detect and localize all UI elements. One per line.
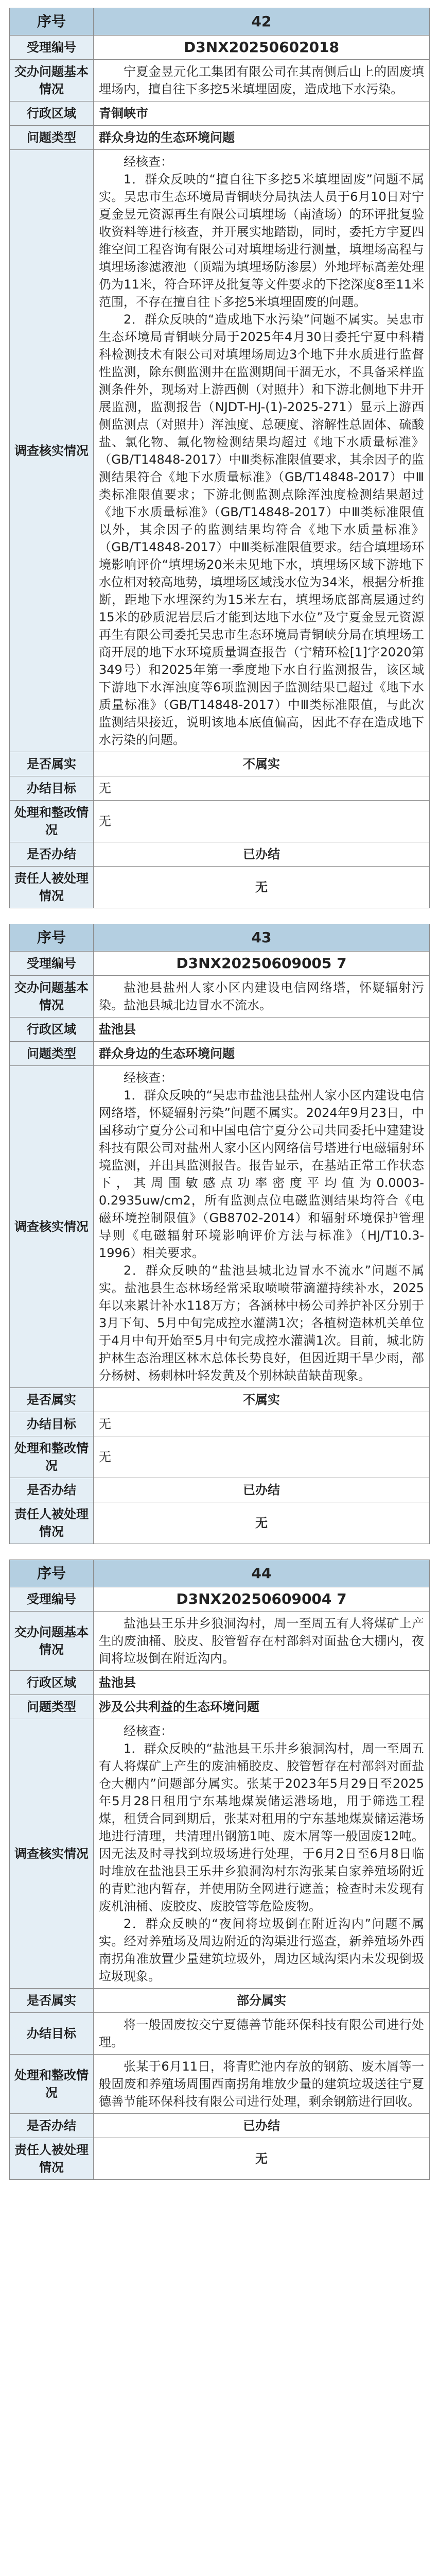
done-value: 已办结	[94, 2114, 430, 2138]
basic-label: 交办问题基本情况	[10, 1612, 94, 1671]
target-row	[10, 776, 430, 801]
code-value: D3NX20250609004 7	[94, 1587, 430, 1612]
handling-row	[10, 801, 430, 842]
accountable-row	[10, 1502, 430, 1544]
basic-label: 交办问题基本情况	[10, 976, 94, 1018]
basic-label: 交办问题基本情况	[10, 60, 94, 101]
seq-value: 43	[94, 924, 430, 952]
done-value: 已办结	[94, 1478, 430, 1502]
code-value: D3NX20250609005 7	[94, 952, 430, 976]
accountable-row	[10, 867, 430, 908]
region-label: 行政区域	[10, 1671, 94, 1695]
region-value: 青铜峡市	[94, 101, 430, 126]
target-row	[10, 2013, 430, 2055]
basic-row	[10, 1612, 430, 1671]
region-value: 盐池县	[94, 1018, 430, 1042]
accountable-value: 无	[94, 867, 430, 908]
code-label: 受理编号	[10, 36, 94, 60]
type-label: 问题类型	[10, 126, 94, 150]
is-true-label: 是否属实	[10, 1388, 94, 1412]
is-true-value: 不属实	[94, 752, 430, 776]
investigation-label: 调查核实情况	[10, 1066, 94, 1388]
done-row	[10, 842, 430, 867]
seq-label: 序号	[10, 924, 94, 952]
accountable-label: 责任人被处理情况	[10, 867, 94, 908]
accountable-label: 责任人被处理情况	[10, 2138, 94, 2180]
code-row	[10, 36, 430, 60]
code-row	[10, 952, 430, 976]
done-label: 是否办结	[10, 842, 94, 867]
type-row	[10, 1695, 430, 1719]
target-value: 无	[94, 776, 430, 801]
basic-value: 宁夏金昱元化工集团有限公司在其南侧后山上的固废填埋场内，擅自往下多挖5米填埋固废，造成地下水污染。	[94, 60, 430, 101]
investigation-paragraph: 1．群众反映的“擅自往下多挖5米填埋固废”问题不属实。吴忠市生态环境局青铜峡分局执法人员于6月10日对宁夏金昱元资源再生有限公司填埋场（南渣场）的环评批复验收资料等进行核查，并开展实地踏勘，同时，委托方宇夏四维空间工程咨询有限公司对填埋场进行测量，填埋场高程与填埋场渗滤液池（顶端为填埋场防渗层）外地坪标高差处理仍为11米，符合环评及批复等文件要求的下挖深度8至11米范围，不存在擅自往下多挖5米填埋固废的问题。	[99, 172, 424, 309]
header-row	[10, 8, 430, 36]
type-value: 群众身边的生态环境问题	[94, 1042, 430, 1066]
is-true-label: 是否属实	[10, 1989, 94, 2013]
target-value: 将一般固废按交宁夏德善节能环保科技有限公司进行处理。	[94, 2013, 430, 2055]
code-row	[10, 1587, 430, 1612]
investigation-label: 调查核实情况	[10, 150, 94, 752]
done-label: 是否办结	[10, 2114, 94, 2138]
type-row	[10, 126, 430, 150]
code-label: 受理编号	[10, 1587, 94, 1612]
done-value: 已办结	[94, 842, 430, 867]
seq-value: 42	[94, 8, 430, 36]
target-row	[10, 1412, 430, 1436]
handling-label: 处理和整改情况	[10, 801, 94, 842]
basic-row	[10, 976, 430, 1018]
report-page	[9, 8, 430, 2195]
investigation-paragraph: 2．群众反映的“夜间将垃圾倒在附近沟内”问题不属实。经对养殖场及周边附近的沟渠进行巡查，新养殖场外西南拐角准放置少量建筑垃圾外，周边区域沟渠内未发现倒圾垃圾现象。	[99, 1917, 424, 1984]
target-label: 办结目标	[10, 776, 94, 801]
handling-row	[10, 2055, 430, 2114]
accountable-value: 无	[94, 2138, 430, 2180]
type-value: 群众身边的生态环境问题	[94, 126, 430, 150]
investigation-label: 调查核实情况	[10, 1719, 94, 1989]
accountable-row	[10, 2138, 430, 2180]
is-true-row	[10, 1388, 430, 1412]
type-value: 涉及公共利益的生态环境问题	[94, 1695, 430, 1719]
code-value: D3NX20250602018	[94, 36, 430, 60]
is-true-label: 是否属实	[10, 752, 94, 776]
investigation-value	[94, 150, 430, 752]
accountable-value: 无	[94, 1502, 430, 1544]
is-true-row	[10, 752, 430, 776]
handling-value: 无	[94, 1436, 430, 1478]
investigation-paragraph: 1．群众反映的“盐池县王乐井乡狼洞沟村，周一至周五有人将煤矿上产生的废油桶胶皮、胶管暂存在村部斜对面盐仓大棚内”问题部分属实。张某于2023年5月29日至2025年5月28日租用宁东基地煤炭储运港场地，用于筛选工程煤，租赁合同到期后，张某对租用的宁东基地煤炭储运港场地进行清理，共清理出钢筋1吨、废木屑等一般固废12吨。因无法及时寻找到垃圾场进行处理，于6月2日至6月8日临时堆放在盐池县王乐井乡狼洞沟村东沟张某自家养殖场附近的青贮池内暂存，并使用防全网进行遮盖；检查时未发现有废机油桶、废胶皮、废胶管等危险废物。	[99, 1741, 424, 1913]
handling-row	[10, 1436, 430, 1478]
investigation-value	[94, 1719, 430, 1989]
is-true-row	[10, 1989, 430, 2013]
region-row	[10, 101, 430, 126]
record-table-44	[9, 1560, 430, 2180]
type-label: 问题类型	[10, 1695, 94, 1719]
is-true-value: 不属实	[94, 1388, 430, 1412]
region-label: 行政区域	[10, 1018, 94, 1042]
is-true-value: 部分属实	[94, 1989, 430, 2013]
basic-value: 盐池县王乐井乡狼洞沟村，周一至周五有人将煤矿上产生的废油桶、胶皮、胶管暂存在村部斜对面盐仓大棚内，夜间将垃圾倒在附近沟内。	[94, 1612, 430, 1671]
basic-row	[10, 60, 430, 101]
done-row	[10, 1478, 430, 1502]
investigation-value	[94, 1066, 430, 1388]
done-label: 是否办结	[10, 1478, 94, 1502]
seq-label: 序号	[10, 1560, 94, 1587]
seq-label: 序号	[10, 8, 94, 36]
region-row	[10, 1018, 430, 1042]
investigation-row	[10, 150, 430, 752]
code-label: 受理编号	[10, 952, 94, 976]
region-row	[10, 1671, 430, 1695]
header-row	[10, 924, 430, 952]
region-value: 盐池县	[94, 1671, 430, 1695]
record-table-42	[9, 8, 430, 908]
done-row	[10, 2114, 430, 2138]
target-label: 办结目标	[10, 1412, 94, 1436]
investigation-row	[10, 1066, 430, 1388]
type-row	[10, 1042, 430, 1066]
region-label: 行政区域	[10, 101, 94, 126]
investigation-paragraph: 经核查：	[124, 1071, 173, 1085]
target-value: 无	[94, 1412, 430, 1436]
type-label: 问题类型	[10, 1042, 94, 1066]
seq-value: 44	[94, 1560, 430, 1587]
basic-value: 盐池县盐州人家小区内建设电信网络塔，怀疑辐射污染。盐池县城北边冒水不流水。	[94, 976, 430, 1018]
investigation-row	[10, 1719, 430, 1989]
handling-value: 张某于6月11日，将青贮池内存放的钢筋、废木屑等一般固废和养殖场周围西南拐角堆放少量的建筑垃圾送往宁夏德善节能环保科技有限公司进行处理，剩余钢筋进行回收。	[94, 2055, 430, 2114]
handling-value: 无	[94, 801, 430, 842]
header-row	[10, 1560, 430, 1587]
target-label: 办结目标	[10, 2013, 94, 2055]
record-table-43	[9, 924, 430, 1544]
investigation-paragraph: 2．群众反映的“造成地下水污染”问题不属实。吴忠市生态环境局青铜峡分局于2025年4月30日委托宁夏中科精科检测技术有限公司对填埋场周边3个地下井水质进行监督性监测，除东侧监测井在监测期间干涸无水，不具备采样监测条件外，现场对上游西侧（对照井）和下游北侧地下井开展监测，监测报告（NJDT-HJ-(1)-2025-271）显示上游西侧监测点（对照井）浑浊度、总硬度、溶解性总固体、硫酸盐、氯化物、氟化物检测结果均超过《地下水质量标准》（GB/T14848-2017）中Ⅲ类标准限值要求，其余因子的监测结果符合《地下水质量标准》（GB/T14848-2017）中Ⅲ类标准限值要求；下游北侧监测点除浑浊度检测结果超过《地下水质量标准》（GB/T14848-2017）中Ⅲ类标准限值以外，其余因子的监测结果均符合《地下水质量标准》（GB/T14848-2017）中Ⅲ类标准限值要求。结合填埋场环境影响评价“填埋场20米未见地下水，填埋场区域下游地下水位相对较高地势，填埋场区域浅水位为34米，根据分析推断，距地下水埋深约为15米左右，填埋场底部高层通过约15米的砂质泥岩层后才能到达地下水位”及宁夏金昱元资源再生有限公司委托吴忠市生态环境局青铜峡分局在填埋场工商开展的地下水环境质量调查报告（宁精环检[1]字2020第349号）和2025年第一季度地下水自行监测报告，该区域下游地下水浑浊度等6项监测因子监测结果已超过《地下水质量标准》（GB/T14848-2017）中Ⅲ类标准限值，与此次监测结果接近，说明该地本底值偏高，因此不存在造成地下水污染的问题。	[99, 312, 424, 747]
investigation-paragraph: 1．群众反映的“吴忠市盐池县盐州人家小区内建设电信网络塔，怀疑辐射污染”问题不属实。2024年9月23日，中国移动宁夏分公司和中国电信宁夏分公司共同委托中建建设科技有限公司对盐州人家小区内网络信号塔进行电磁辐射环境监测，并出具监测报告。报告显示，在基站正常工作状态下，其周围敏感点功率密度平均值为0.0003-0.2935uw/cm2，所有监测点位电磁监测结果均符合《电磁环境控制限值》（GB8702-2014）和辐射环境保护管理导则《电磁辐射环境影响评价方法与标准》（HJ/T10.3-1996）相关要求。	[99, 1088, 424, 1260]
investigation-paragraph: 经核查：	[124, 1724, 173, 1738]
handling-label: 处理和整改情况	[10, 2055, 94, 2114]
investigation-paragraph: 2．群众反映的“盐池县城北边冒水不流水”问题不属实。盐池县生态林场经常采取喷喷带滴灌持续补水，2025年以来累计补水118万方；各涵林中杨公司养护补区分别于3月下旬、5月中旬完成控水灌满1次；各植树造林机关单位于4月中旬开始至5月中旬完成控水灌满1次。目前，城北防护林生态治理区林木总体长势良好，但因近期干旱少雨，部分杨树、杨刺林叶轻发黄及个别林缺苗缺苗现象。	[99, 1263, 424, 1383]
handling-label: 处理和整改情况	[10, 1436, 94, 1478]
investigation-paragraph: 经核查：	[124, 155, 173, 169]
accountable-label: 责任人被处理情况	[10, 1502, 94, 1544]
